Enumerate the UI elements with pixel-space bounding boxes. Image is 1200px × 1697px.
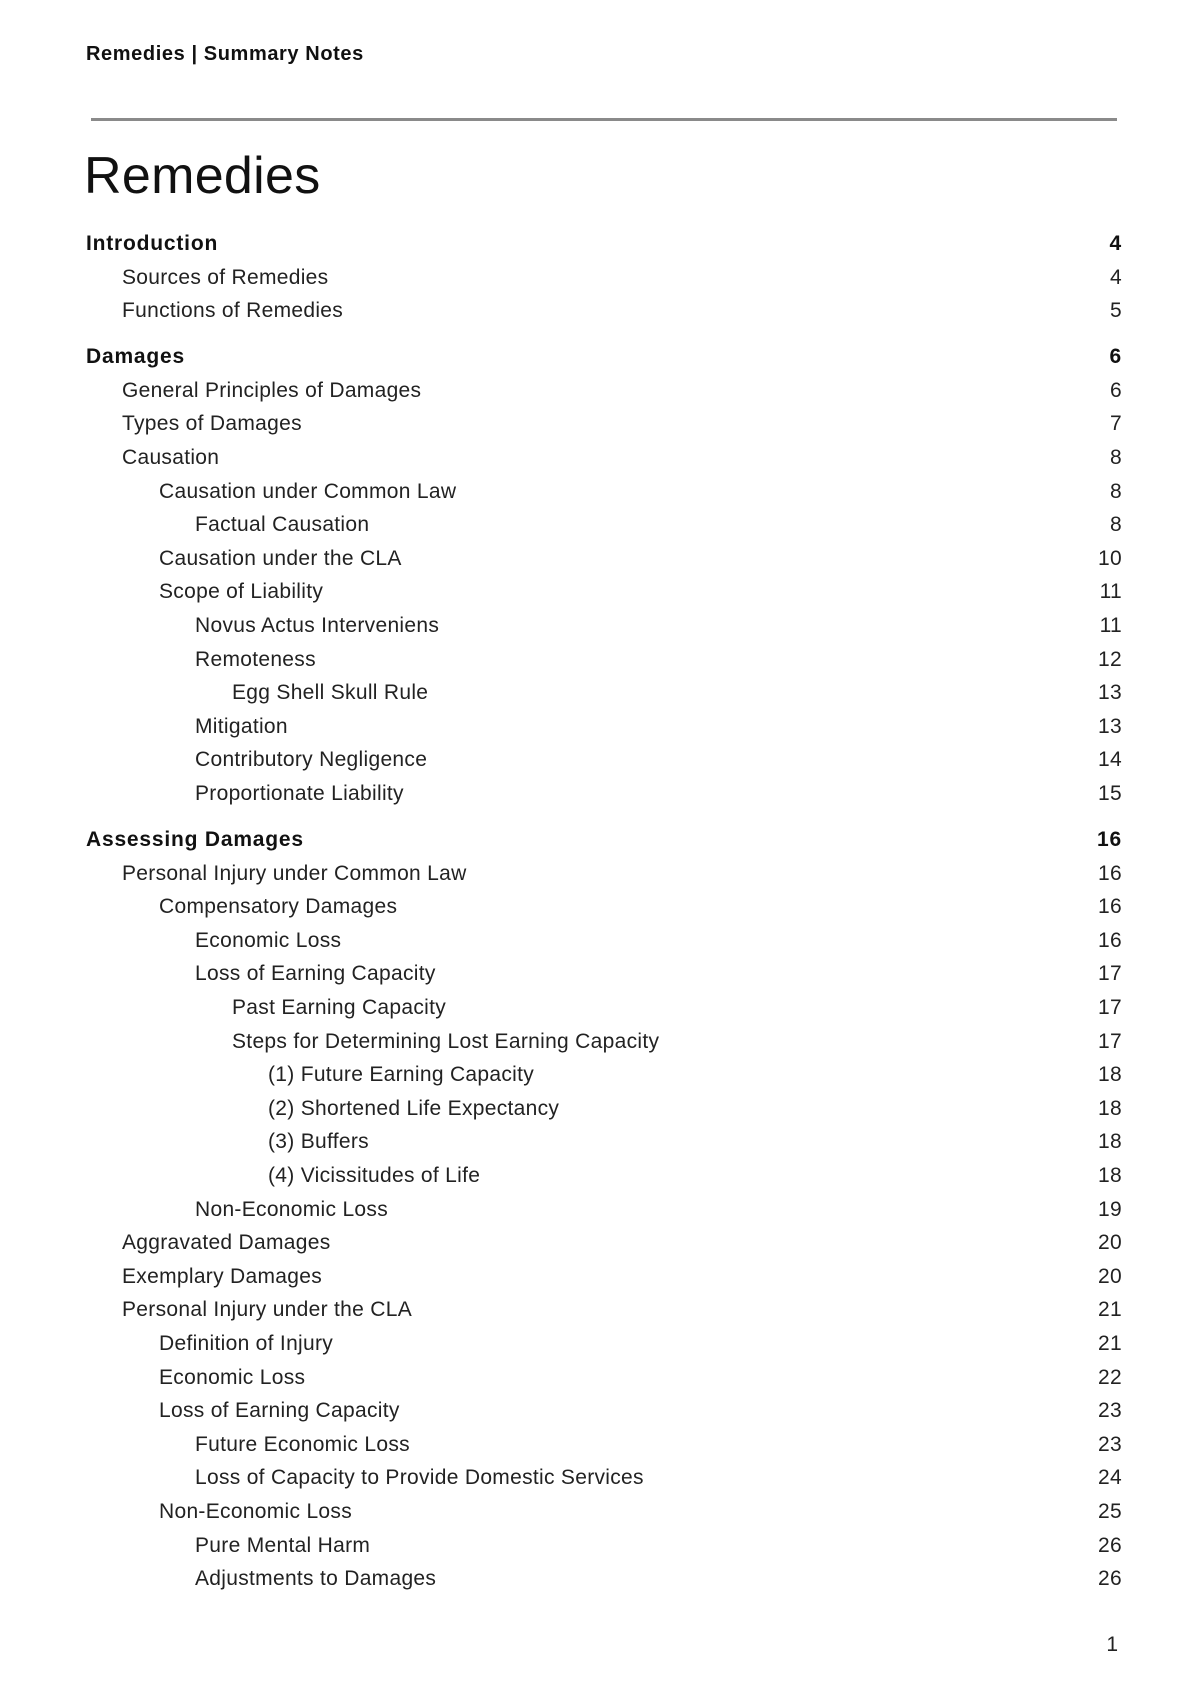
toc-entry-label: Loss of Earning Capacity (195, 962, 436, 986)
toc-entry[interactable] (86, 1394, 1122, 1428)
toc-entry-label: (3) Buffers (268, 1130, 369, 1154)
toc-entry[interactable] (86, 676, 1122, 710)
toc-entry-page: 8 (1110, 446, 1122, 470)
toc-entry-label: Past Earning Capacity (232, 996, 447, 1020)
toc-entry-page: 24 (1098, 1466, 1122, 1490)
toc-entry-page: 16 (1097, 828, 1122, 852)
toc-section-entry[interactable] (86, 227, 1122, 261)
toc-entry[interactable] (86, 1025, 1122, 1059)
toc-entry-page: 21 (1098, 1332, 1122, 1355)
toc-entry-page: 4 (1110, 265, 1122, 289)
toc-entry-page: 16 (1098, 895, 1122, 919)
toc-entry-label: Future Economic Loss (195, 1432, 410, 1456)
toc-entry-label: Economic Loss (195, 928, 342, 952)
toc-entry[interactable] (86, 710, 1122, 744)
toc-entry-page: 19 (1098, 1197, 1122, 1221)
toc-entry[interactable] (86, 1495, 1122, 1529)
toc-section-entry[interactable] (86, 823, 1122, 857)
toc-entry[interactable] (86, 609, 1122, 643)
toc-entry-page: 8 (1110, 513, 1122, 537)
toc-entry[interactable] (86, 1461, 1122, 1495)
toc-entry-page: 8 (1110, 479, 1122, 503)
toc-entry-label: Scope of Liability (159, 580, 324, 604)
toc-entry-label: Types of Damages (122, 412, 302, 436)
toc-entry-label: Aggravated Damages (122, 1231, 331, 1255)
toc-entry-page: 7 (1110, 412, 1122, 436)
toc-entry-label: (1) Future Earning Capacity (268, 1063, 535, 1087)
toc-entry-label: Definition of Injury (159, 1332, 334, 1355)
toc-entry-label: Sources of Remedies (122, 265, 329, 289)
toc-entry-page: 26 (1098, 1533, 1122, 1557)
toc-entry-page: 17 (1098, 1029, 1122, 1053)
toc-entry-label: Assessing Damages (86, 828, 304, 852)
document-title: Remedies (84, 147, 321, 205)
toc-entry-page: 13 (1098, 714, 1122, 738)
toc-entry-label: Loss of Earning Capacity (159, 1399, 400, 1423)
toc-entry-label: Adjustments to Damages (195, 1567, 437, 1591)
toc-entry-page: 11 (1099, 614, 1122, 638)
toc-entry-page: 22 (1098, 1365, 1122, 1389)
toc-entry-page: 18 (1098, 1096, 1122, 1120)
toc-entry[interactable] (86, 542, 1122, 576)
toc-entry-label: Pure Mental Harm (195, 1533, 371, 1557)
toc-entry-label: Causation under the CLA (159, 546, 402, 570)
toc-entry[interactable] (86, 924, 1122, 958)
toc-entry-label: Loss of Capacity to Provide Domestic Services (195, 1466, 644, 1490)
toc-entry-label: Causation under Common Law (159, 479, 457, 503)
toc-entry-label: Functions of Remedies (122, 299, 344, 323)
toc-entry[interactable] (86, 1529, 1122, 1563)
toc-entry-page: 17 (1098, 996, 1122, 1020)
toc-entry-page: 6 (1109, 345, 1122, 369)
toc-entry[interactable] (86, 1058, 1122, 1092)
toc-entry[interactable] (86, 475, 1122, 509)
toc-entry-label: Egg Shell Skull Rule (232, 681, 429, 705)
toc-entry-label: Novus Actus Interveniens (195, 614, 440, 638)
toc-entry-page: 18 (1098, 1130, 1122, 1154)
toc-entry-page: 10 (1098, 546, 1122, 570)
toc-entry-label: Contributory Negligence (195, 748, 428, 772)
toc-entry[interactable] (86, 508, 1122, 542)
toc-entry[interactable] (86, 777, 1122, 811)
toc-entry-label: Non-Economic Loss (159, 1499, 353, 1523)
toc-entry-label: Causation (122, 446, 220, 470)
toc-entry-label: General Principles of Damages (122, 378, 422, 402)
toc-entry[interactable] (86, 1125, 1122, 1159)
toc-entry-page: 18 (1098, 1063, 1122, 1087)
toc-entry-label: Mitigation (195, 714, 288, 738)
toc-entry[interactable] (86, 857, 1122, 891)
toc-entry-page: 6 (1110, 378, 1122, 402)
toc-entry-page: 17 (1098, 962, 1122, 986)
toc-entry-page: 12 (1098, 647, 1122, 671)
header-divider (91, 118, 1117, 121)
toc-entry-label: Compensatory Damages (159, 895, 398, 919)
toc-entry-page: 15 (1098, 782, 1122, 805)
toc-entry[interactable] (86, 1428, 1122, 1462)
toc-entry-label: Factual Causation (195, 513, 370, 537)
toc-entry[interactable] (86, 643, 1122, 677)
toc-entry[interactable] (86, 1159, 1122, 1193)
toc-entry-page: 11 (1099, 580, 1122, 604)
toc-entry-label: Damages (86, 345, 185, 369)
toc-entry-page: 14 (1098, 748, 1122, 772)
toc-entry-label: Exemplary Damages (122, 1264, 323, 1288)
toc-entry-label: Proportionate Liability (195, 782, 404, 805)
running-header: Remedies | Summary Notes (86, 43, 364, 65)
toc-entry-page: 23 (1098, 1399, 1122, 1423)
toc-entry-label: Introduction (86, 232, 219, 255)
toc-entry[interactable] (86, 575, 1122, 609)
toc-entry[interactable] (86, 1327, 1122, 1361)
toc-entry-label: Non-Economic Loss (195, 1197, 389, 1221)
toc-entry-label: (2) Shortened Life Expectancy (268, 1096, 560, 1120)
toc-entry-label: Personal Injury under Common Law (122, 861, 467, 885)
toc-entry-page: 18 (1098, 1164, 1122, 1188)
toc-entry[interactable] (86, 1092, 1122, 1126)
toc-entry-label: (4) Vicissitudes of Life (268, 1164, 481, 1188)
toc-entry[interactable] (86, 991, 1122, 1025)
toc-entry-page: 16 (1098, 928, 1122, 952)
toc-entry[interactable] (86, 890, 1122, 924)
toc-entry[interactable] (86, 1361, 1122, 1395)
toc-entry[interactable] (86, 294, 1122, 328)
toc-entry-page: 23 (1098, 1432, 1122, 1456)
toc-section-entry[interactable] (86, 340, 1122, 374)
toc-entry-page: 21 (1098, 1298, 1122, 1322)
toc-entry[interactable] (86, 374, 1122, 408)
toc-entry-label: Steps for Determining Lost Earning Capacity (232, 1029, 660, 1053)
toc-entry[interactable] (86, 1193, 1122, 1227)
toc-entry-page: 4 (1109, 232, 1122, 255)
table-of-contents (86, 227, 1122, 1596)
toc-entry-label: Remoteness (195, 647, 316, 671)
toc-entry-page: 16 (1098, 861, 1122, 885)
toc-entry-page: 20 (1098, 1264, 1122, 1288)
toc-entry-page: 5 (1110, 299, 1122, 323)
toc-entry[interactable] (86, 1293, 1122, 1327)
toc-entry-page: 26 (1098, 1567, 1122, 1591)
toc-entry-page: 20 (1098, 1231, 1122, 1255)
page-number: 1 (1106, 1633, 1118, 1656)
toc-entry-label: Economic Loss (159, 1365, 306, 1389)
toc-entry-page: 13 (1098, 681, 1122, 705)
toc-entry[interactable] (86, 1226, 1122, 1260)
toc-entry[interactable] (86, 261, 1122, 295)
toc-entry[interactable] (86, 1562, 1122, 1596)
toc-entry[interactable] (86, 407, 1122, 441)
toc-entry-page: 25 (1098, 1499, 1122, 1523)
toc-entry[interactable] (86, 1260, 1122, 1294)
toc-entry[interactable] (86, 441, 1122, 475)
toc-entry[interactable] (86, 957, 1122, 991)
toc-entry[interactable] (86, 743, 1122, 777)
toc-entry-label: Personal Injury under the CLA (122, 1298, 413, 1322)
